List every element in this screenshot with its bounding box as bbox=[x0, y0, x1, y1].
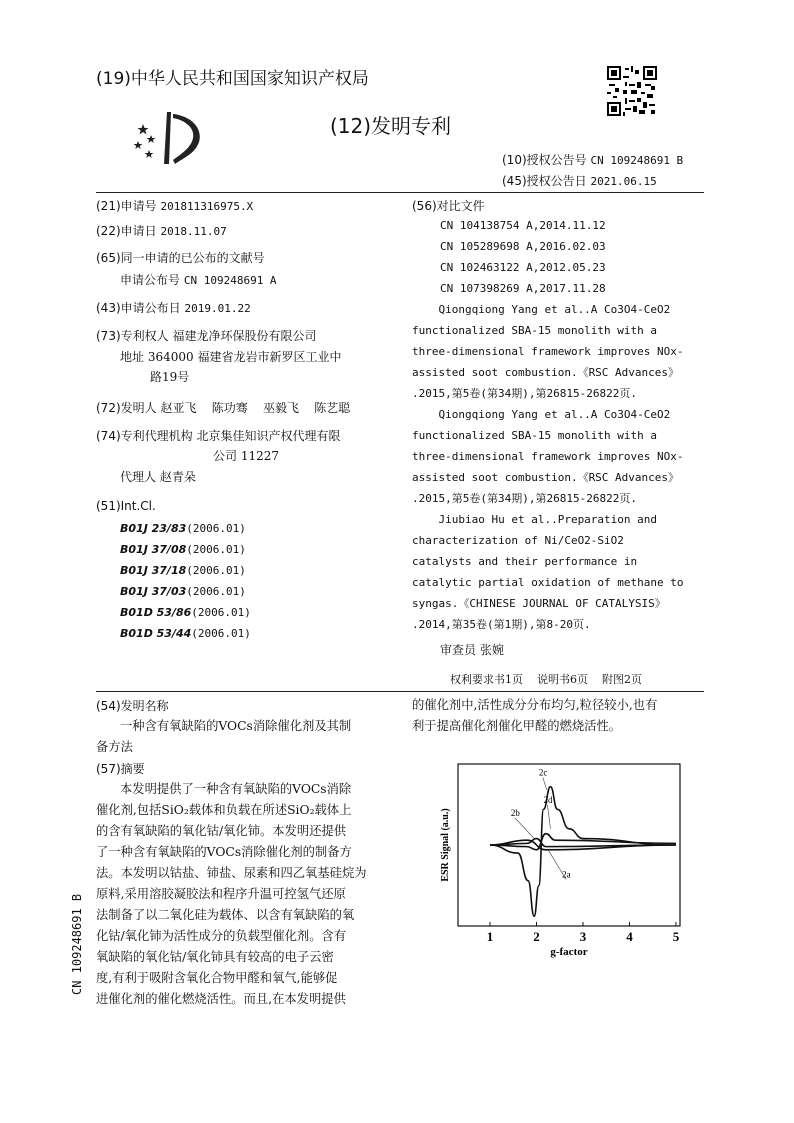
grant-info bbox=[502, 150, 683, 192]
ipc-code: B01D 53/86 bbox=[120, 606, 192, 619]
grant-date-label: (45)授权公告日 bbox=[502, 174, 587, 188]
qr-code bbox=[607, 66, 657, 116]
literature-line: assisted soot combustion.《RSC Advances》 bbox=[412, 366, 680, 379]
patent-reference: CN 105289698 A,2016.02.03 bbox=[440, 240, 606, 253]
app-date-label: (22)申请日 bbox=[96, 224, 157, 238]
series-line-2d bbox=[490, 834, 676, 850]
series-label-2d: 2d bbox=[543, 794, 553, 805]
literature-line: syngas.《CHINESE JOURNAL OF CATALYSIS》 bbox=[412, 597, 666, 610]
ipc-date: (2006.01) bbox=[186, 564, 246, 577]
abstract-body-left bbox=[96, 779, 396, 1010]
page-counts: 权利要求书1页 说明书6页 附图2页 bbox=[450, 673, 642, 686]
ipc-code: B01J 37/03 bbox=[120, 585, 187, 598]
ipc-code: B01D 53/44 bbox=[120, 627, 192, 640]
patent-reference: CN 104138754 A,2014.11.12 bbox=[440, 219, 606, 232]
series-label-2b: 2b bbox=[510, 807, 520, 818]
inventor-label: (72)发明人 bbox=[96, 401, 157, 415]
pub-date-label: (43)申请公布日 bbox=[96, 301, 181, 315]
series-leader-2c bbox=[543, 777, 547, 790]
x-tick-label: 2 bbox=[533, 929, 540, 944]
address-line-2: 路19号 bbox=[150, 370, 190, 384]
pub-title: (65)同一申请的已公布的文献号 bbox=[96, 251, 265, 265]
document-type: (12)发明专利 bbox=[330, 114, 452, 138]
office-name: (19)中华人民共和国国家知识产权局 bbox=[96, 69, 369, 89]
ipc-code: B01J 23/83 bbox=[120, 522, 187, 535]
abstract-line: 了一种含有氧缺陷的VOCs消除催化剂的制备方 bbox=[96, 845, 352, 859]
literature-line: .2014,第35卷(第1期),第8-20页. bbox=[412, 618, 591, 631]
address-label: 地址 bbox=[120, 350, 145, 364]
series-leader-2d bbox=[547, 805, 550, 829]
abstract-line: 法制备了以二氧化硅为载体、以含有氧缺陷的氧 bbox=[96, 908, 355, 922]
literature-line: Qiongqiong Yang et al..A Co3O4-CeO2 bbox=[412, 408, 671, 421]
header-divider bbox=[96, 192, 704, 193]
abstract-label: (57)摘要 bbox=[96, 762, 145, 776]
abstract-divider bbox=[96, 691, 704, 692]
invention-title-line-2: 备方法 bbox=[96, 740, 133, 754]
literature-line: catalytic partial oxidation of methane to bbox=[412, 576, 684, 589]
side-publication-number bbox=[70, 885, 90, 995]
abstract-line: 催化剂,包括SiO₂载体和负载在所述SiO₂载体上 bbox=[96, 803, 352, 817]
literature-line: catalysts and their performance in bbox=[412, 555, 638, 568]
grant-no: CN 109248691 B bbox=[590, 154, 684, 167]
literature-line: three-dimensional framework improves NOx- bbox=[412, 345, 684, 358]
esr-chart bbox=[420, 760, 700, 965]
examiner: 张婉 bbox=[479, 643, 504, 657]
agency-line-1: 北京集佳知识产权代理有限 bbox=[196, 429, 341, 443]
literature-line: functionalized SBA-15 monolith with a bbox=[412, 429, 658, 442]
literature-line: three-dimensional framework improves NOx- bbox=[412, 450, 684, 463]
patentee: 福建龙净环保股份有限公司 bbox=[172, 329, 317, 343]
ipc-code: B01J 37/18 bbox=[120, 564, 187, 577]
abstract-line: 度,有利于吸附含氧化合物甲醛和氧气,能够促 bbox=[96, 971, 338, 985]
abstract-line: 化钴/氧化铈为活性成分的负载型催化剂。含有 bbox=[96, 929, 347, 943]
literature-line: assisted soot combustion.《RSC Advances》 bbox=[412, 471, 680, 484]
literature-line: .2015,第5卷(第34期),第26815-26822页. bbox=[412, 387, 637, 400]
intcl-label: (51)Int.Cl. bbox=[96, 499, 156, 513]
abstract-line: 法。本发明以钴盐、铈盐、尿素和四乙氧基硅烷为 bbox=[96, 866, 367, 880]
literature-line: characterization of Ni/CeO2-SiO2 bbox=[412, 534, 624, 547]
literature-line: .2015,第5卷(第34期),第26815-26822页. bbox=[412, 492, 637, 505]
abstract-line: 的催化剂中,活性成分分布均匀,粒径较小,也有 bbox=[412, 698, 658, 712]
x-tick-label: 3 bbox=[579, 929, 587, 944]
agency-line-2: 公司 11227 bbox=[213, 449, 279, 463]
patent-reference: CN 107398269 A,2017.11.28 bbox=[440, 282, 606, 295]
side-number-text: CN 109248691 B bbox=[70, 893, 84, 995]
axis-ticks bbox=[487, 922, 680, 944]
abstract-line: 本发明提供了一种含有氧缺陷的VOCs消除 bbox=[120, 782, 352, 796]
address-line-1: 364000 福建省龙岩市新罗区工业中 bbox=[147, 350, 342, 364]
x-tick-label: 1 bbox=[486, 929, 494, 944]
abstract-line: 利于提高催化剂催化甲醛的燃烧活性。 bbox=[412, 719, 622, 733]
series-line-2c bbox=[490, 787, 676, 917]
agent-label: 代理人 bbox=[120, 470, 157, 484]
y-axis-label: ESR Signal (a.u.) bbox=[440, 808, 451, 882]
x-tick-label: 5 bbox=[672, 929, 680, 944]
references-label: (56)对比文件 bbox=[412, 199, 485, 213]
pub-date: 2019.01.22 bbox=[184, 302, 251, 315]
series-label-2a: 2a bbox=[562, 869, 571, 880]
x-axis-label: g-factor bbox=[550, 946, 588, 958]
app-no: 201811316975.X bbox=[160, 200, 254, 213]
abstract-line: 氧缺陷的氧化钴/氧化铈具有较高的电子云密 bbox=[96, 950, 334, 964]
patentee-label: (73)专利权人 bbox=[96, 329, 169, 343]
grant-no-label: (10)授权公告号 bbox=[502, 153, 587, 167]
ipc-date: (2006.01) bbox=[191, 606, 251, 619]
agency-label: (74)专利代理机构 bbox=[96, 429, 193, 443]
abstract-body-right bbox=[412, 695, 707, 737]
grant-date: 2021.06.15 bbox=[590, 175, 657, 188]
examiner-label: 审查员 bbox=[440, 643, 477, 657]
ipc-date: (2006.01) bbox=[186, 585, 246, 598]
app-date: 2018.11.07 bbox=[160, 225, 227, 238]
agent: 赵青朵 bbox=[159, 470, 196, 484]
literature-line: Qiongqiong Yang et al..A Co3O4-CeO2 bbox=[412, 303, 671, 316]
literature-line: functionalized SBA-15 monolith with a bbox=[412, 324, 658, 337]
abstract-line: 原料,采用溶胶凝胶法和程序升温可控氢气还原 bbox=[96, 887, 346, 901]
series-leader-2b bbox=[515, 818, 534, 839]
ipc-date: (2006.01) bbox=[191, 627, 251, 640]
series-label-2c: 2c bbox=[538, 767, 548, 778]
ipc-date: (2006.01) bbox=[186, 543, 246, 556]
ipc-code: B01J 37/08 bbox=[120, 543, 187, 556]
invention-title-line-1: 一种含有氧缺陷的VOCs消除催化剂及其制 bbox=[120, 719, 352, 733]
pub-no: CN 109248691 A bbox=[183, 274, 277, 287]
ipc-date: (2006.01) bbox=[186, 522, 246, 535]
cnipa-logo bbox=[133, 108, 205, 166]
literature-line: Jiubiao Hu et al..Preparation and bbox=[412, 513, 658, 526]
pub-no-label: 申请公布号 bbox=[120, 273, 181, 287]
title-label: (54)发明名称 bbox=[96, 699, 169, 713]
inventors: 赵亚飞 陈功骞 巫毅飞 陈艺聪 bbox=[160, 401, 351, 415]
abstract-line: 进催化剂的催化燃烧活性。而且,在本发明提供 bbox=[96, 992, 346, 1006]
x-tick-label: 4 bbox=[626, 929, 633, 944]
series-lines bbox=[490, 787, 676, 917]
abstract-line: 的含有氧缺陷的氧化钴/氧化铈。本发明还提供 bbox=[96, 824, 347, 838]
app-no-label: (21)申请号 bbox=[96, 199, 157, 213]
patent-reference: CN 102463122 A,2012.05.23 bbox=[440, 261, 606, 274]
